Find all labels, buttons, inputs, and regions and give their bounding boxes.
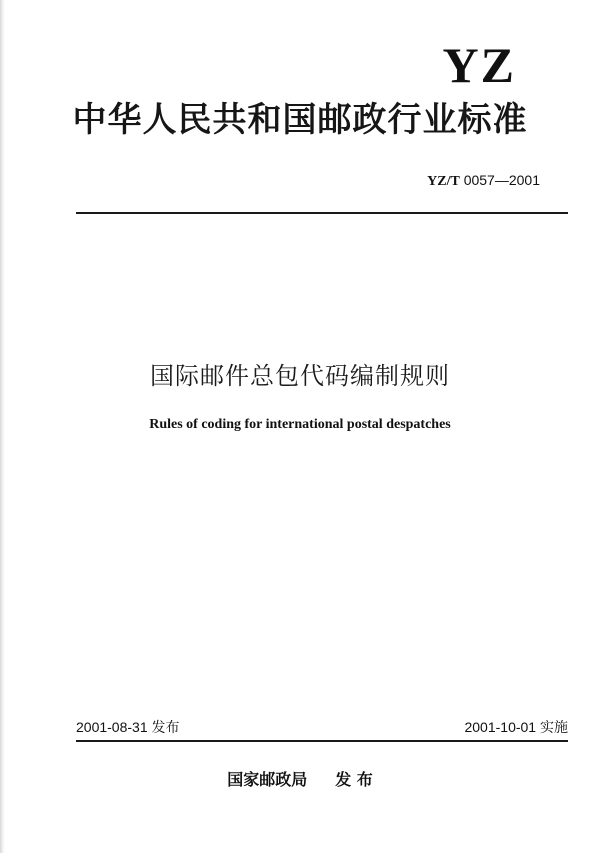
header-divider — [76, 212, 568, 214]
standard-number-value: 0057—2001 — [463, 172, 540, 188]
standard-category-title: 中华人民共和国邮政行业标准 — [72, 100, 528, 140]
publisher-line — [0, 772, 600, 788]
footer-divider — [76, 740, 568, 742]
issue-date: 2001-08-31 发布 — [76, 719, 180, 735]
document-title-english: Rules of coding for international postal despatches — [149, 417, 451, 432]
standard-code: YZ/T — [427, 174, 460, 189]
document-title-chinese: 国际邮件总包代码编制规则 — [150, 362, 450, 390]
standard-number — [427, 173, 540, 189]
yz-logo: YZ — [442, 37, 516, 93]
publish-verb: 发 布 — [335, 770, 373, 789]
publisher-name: 国家邮政局 — [227, 770, 308, 789]
implementation-date: 2001-10-01 实施 — [464, 719, 568, 735]
